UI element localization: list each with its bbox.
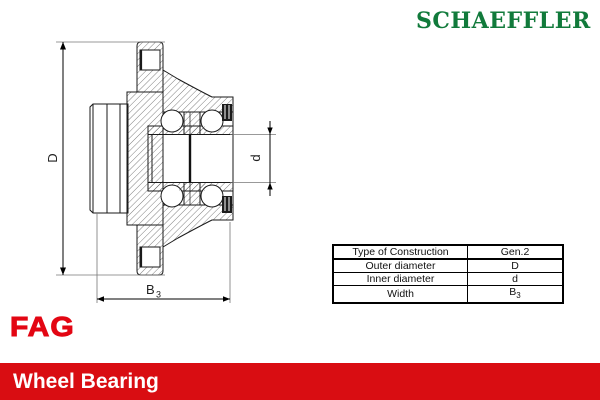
spec-label: Type of Construction [333, 245, 468, 259]
banner-title: Wheel Bearing [13, 369, 159, 393]
spec-value: D [468, 259, 564, 273]
spec-table [332, 244, 564, 304]
spec-label: Width [333, 286, 468, 304]
bearing-cage [179, 127, 205, 191]
hub-flange-section [90, 42, 233, 275]
spec-value: $B_3$ [468, 286, 564, 304]
table-row [333, 273, 563, 286]
bearing-cross-section-diagram [0, 0, 310, 360]
dimension-inner-diameter [230, 121, 276, 196]
dim-label-D: D [45, 153, 60, 163]
flange-stud-bottom [137, 225, 163, 275]
spec-value-subscript: 3 [516, 291, 521, 301]
spec-value: d [468, 273, 564, 286]
bearing-outer-ring [163, 70, 233, 247]
flange-stud-top [137, 42, 163, 92]
fag-logo: FAG [10, 312, 75, 343]
inner-ring-split-line [189, 135, 191, 183]
table-row [333, 259, 563, 273]
spec-label: Outer diameter [333, 259, 468, 273]
schaeffler-logo: SCHAEFFLER [416, 8, 591, 34]
bearing-seals [222, 104, 232, 213]
table-row [333, 245, 563, 259]
dim-label-B: B [146, 282, 155, 297]
spec-label: Inner diameter [333, 273, 468, 286]
hub-barrel [90, 104, 128, 213]
table-row [333, 286, 563, 304]
spec-value: Gen.2 [468, 245, 564, 259]
dim-label-B-sub: 3 [156, 289, 162, 300]
title-banner [0, 363, 600, 400]
dim-label-d: d [248, 154, 263, 162]
flange-plate [127, 92, 163, 225]
